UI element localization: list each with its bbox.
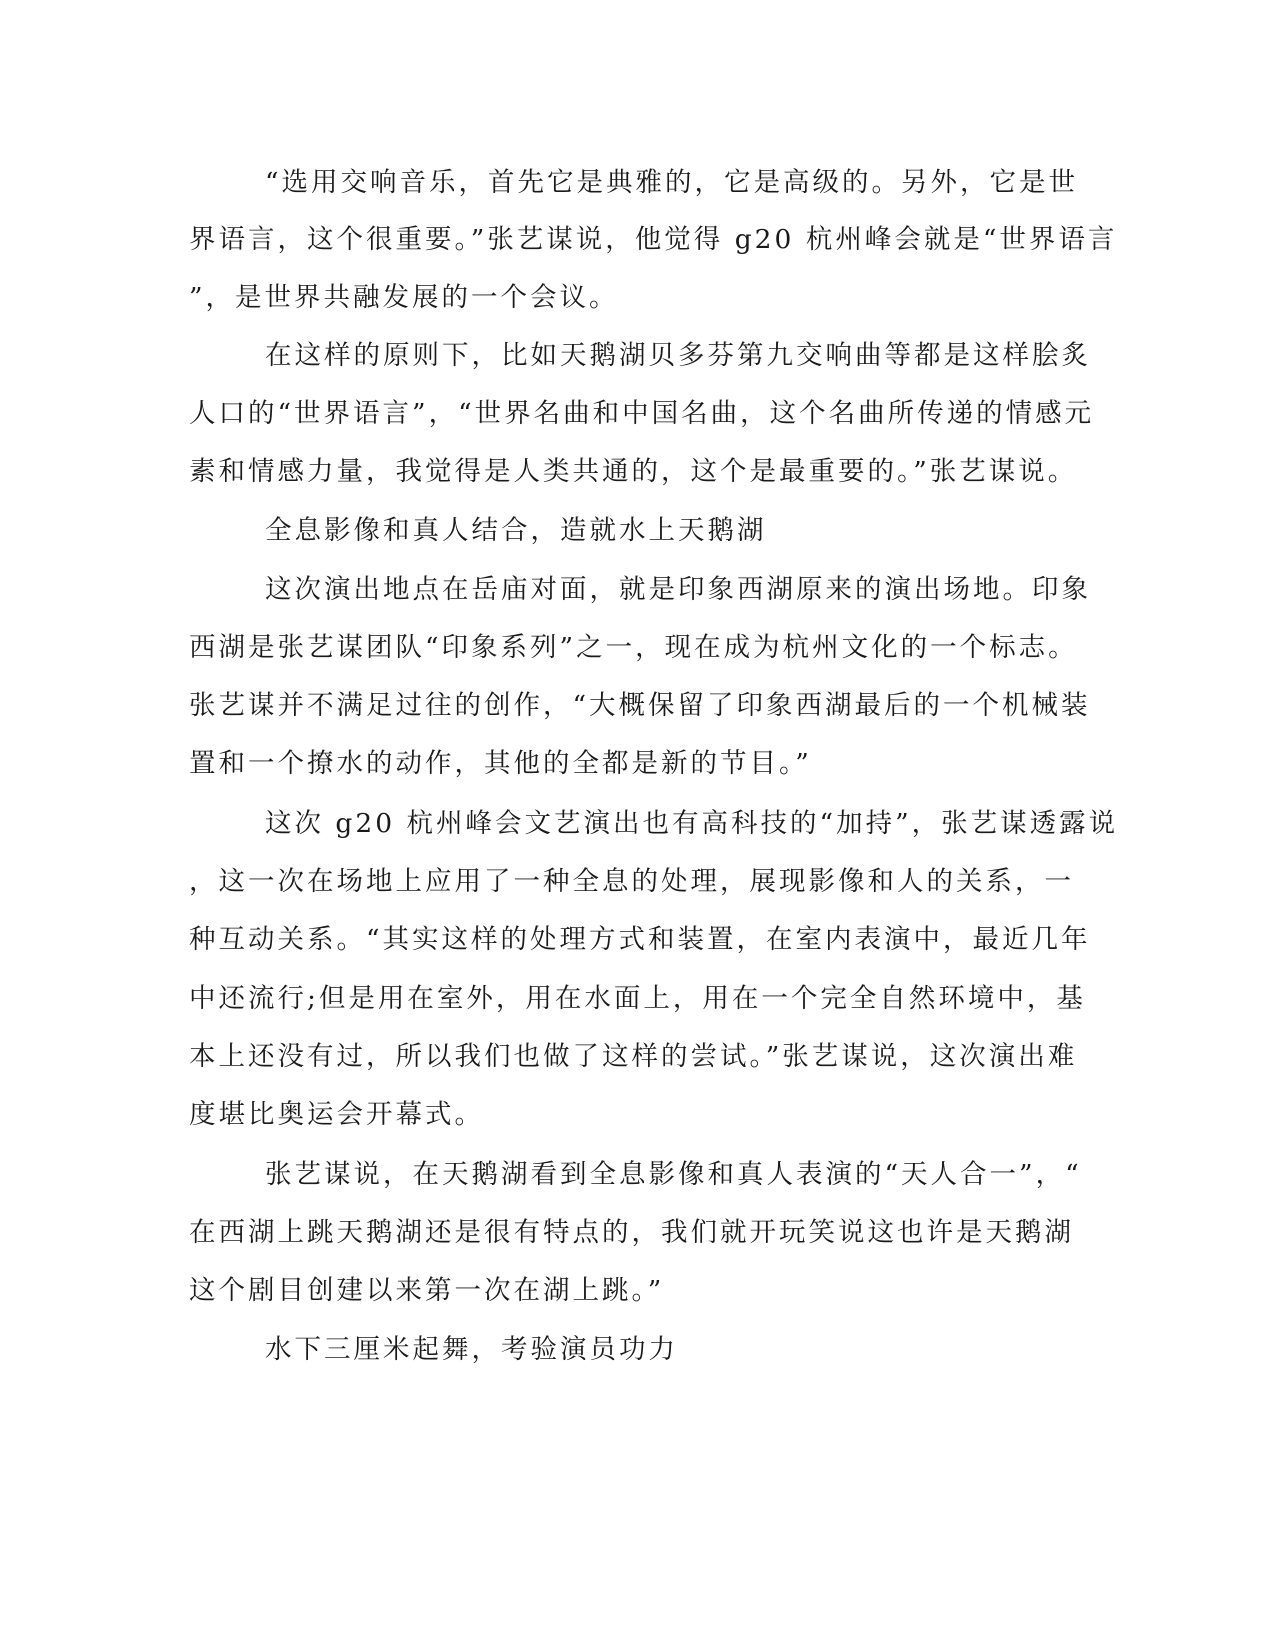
text-line: 种互动关系。“其实这样的处理方式和装置，在室内表演中，最近几年 (189, 924, 1091, 955)
text-line: 张艺谋说，在天鹅湖看到全息影像和真人表演的“天人合一”，“ (265, 1159, 1082, 1190)
text-line: ”，是世界共融发展的一个会议。 (189, 282, 619, 313)
section-heading: 水下三厘米起舞，考验演员功力 (265, 1334, 678, 1365)
text-line: “选用交响音乐，首先它是典雅的，它是高级的。另外，它是世 (265, 167, 1079, 198)
text-line: 西湖是张艺谋团队“印象系列”之一，现在成为杭州文化的一个标志。 (189, 632, 1078, 663)
text-line: 在西湖上跳天鹅湖还是很有特点的，我们就开玩笑说这也许是天鹅湖 (189, 1217, 1074, 1248)
section-heading: 全息影像和真人结合，造就水上天鹅湖 (265, 515, 767, 546)
text-line: 中还流行;但是用在室外，用在水面上，用在一个完全自然环境中，基 (189, 983, 1086, 1014)
text-line: 在这样的原则下，比如天鹅湖贝多芬第九交响曲等都是这样脍炙 (265, 340, 1091, 371)
text-line: 本上还没有过，所以我们也做了这样的尝试。”张艺谋说，这次演出难 (189, 1041, 1078, 1072)
text-line: 人口的“世界语言”，“世界名曲和中国名曲，这个名曲所传递的情感元 (189, 398, 1095, 429)
text-line: 这个剧目创建以来第一次在湖上跳。” (189, 1275, 665, 1306)
text-line: 这次演出地点在岳庙对面，就是印象西湖原来的演出场地。印象 (265, 574, 1091, 605)
text-line: 张艺谋并不满足过往的创作，“大概保留了印象西湖最后的一个机械装 (189, 690, 1091, 721)
text-line: 界语言，这个很重要。”张艺谋说，他觉得 g20 杭州峰会就是“世界语言 (189, 224, 1118, 255)
text-line: 度堪比奥运会开幕式。 (189, 1099, 484, 1130)
text-line: 置和一个撩水的动作，其他的全都是新的节目。” (189, 748, 812, 779)
text-line: 素和情感力量，我觉得是人类共通的，这个是最重要的。”张艺谋说。 (189, 456, 1078, 487)
text-line: 这次 g20 杭州峰会文艺演出也有高科技的“加持”，张艺谋透露说 (265, 808, 1119, 839)
text-line: ，这一次在场地上应用了一种全息的处理，展现影像和人的关系，一 (189, 866, 1074, 897)
